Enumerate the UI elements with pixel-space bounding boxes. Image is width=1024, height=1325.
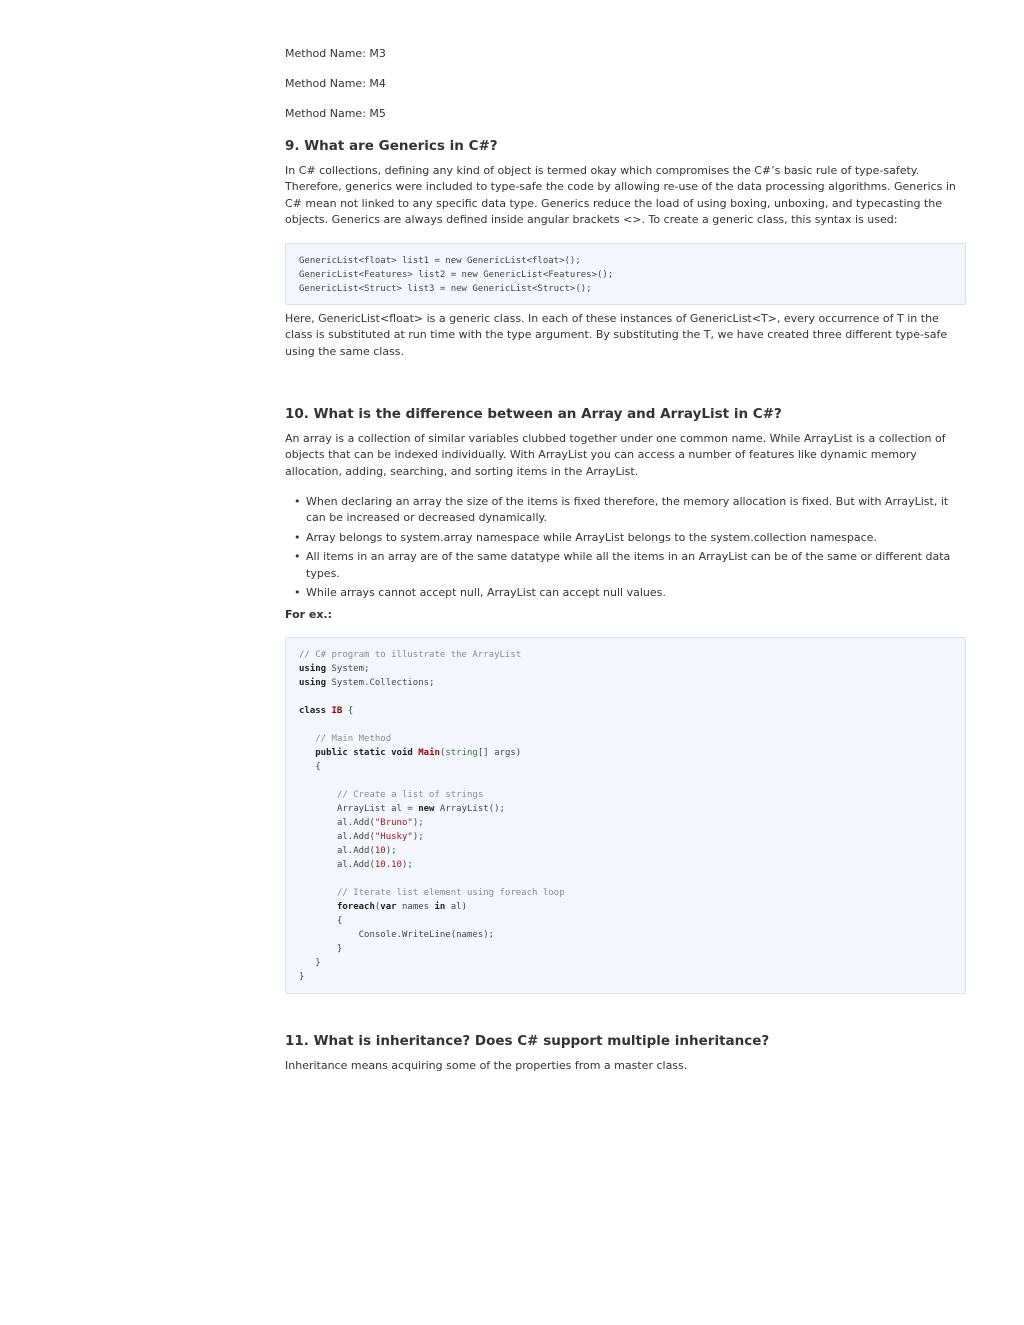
generics-code [299,254,952,296]
section-11-heading: 11. What is inheritance? Does C# support multiple inheritance? [285,1033,770,1049]
section-9-heading: 9. What are Generics in C#? [285,138,498,154]
list-item: • Array belongs to system.array namespace while ArrayList belongs to the system.collection namespace. [285,530,968,546]
method-name-m5: Method Name: M5 [285,107,386,120]
section-10-heading: 10. What is the difference between an Array and ArrayList in C#? [285,406,782,422]
arraylist-code: // C# program to illustrate the ArrayList using System; using System.Collections; class IB { // Main Method public static void Main(string[] args) { // Create a list of strings ArrayList al = new ArrayList(); al.Add("Bruno"); al.Add("Husky"); al.Add(10); al.Add(10.10); // Iterate list element using foreach loop foreach(var names in al) { Console.WriteLine(names); } } } [299,650,565,982]
code-line: GenericList<float> list1 = new GenericList<float>(); [299,256,581,266]
section-9-intro: In C# collections, defining any kind of object is termed okay which compromises the C#’s basic rule of type-safety. Therefore, generics were included to type-safe the code by allowing re-use of the data processing algorithms. Generics in C# mean not linked to any specific data type. Generics reduce the load of using boxing, unboxing, and typecasting the objects. Generics are always defined inside angular brackets <>. To create a generic class, this syntax is used: [285,164,956,227]
method-name-m3: Method Name: M3 [285,47,386,60]
list-item: • While arrays cannot accept null, ArrayList can accept null values. [285,585,968,601]
code-line: GenericList<Features> list2 = new GenericList<Features>(); [299,270,614,280]
code-comment: // Main Method [315,734,392,744]
section-10-intro: An array is a collection of similar variables clubbed together under one common name. While ArrayList is a collection of objects that can be indexed individually. With ArrayList you can access a number of features like dynamic memory allocation, adding, searching, and sorting items in the ArrayList. [285,432,946,478]
code-comment: // Create a list of strings [336,790,484,800]
code-comment: // C# program to illustrate the ArrayList [299,650,522,660]
section-11-intro: Inheritance means acquiring some of the properties from a master class. [285,1059,688,1072]
list-item: • When declaring an array the size of the items is fixed therefore, the memory allocation is fixed. But with ArrayList, it can be increased or decreased dynamically. [285,494,968,527]
section-9-outro: Here, GenericList<float> is a generic class. In each of these instances of GenericList<T>, every occurrence of T in the class is substituted at run time with the type argument. By substituting the T, we have created three different type-safe using the same class. [285,312,948,358]
class-name: IB [331,706,343,716]
code-line: GenericList<Struct> list3 = new GenericList<Struct>(); [299,284,592,294]
differences-list [285,494,968,604]
list-item: • All items in an array are of the same datatype while all the items in an ArrayList can be of the same or different data types. [285,549,968,582]
example-label: For ex.: [285,608,333,621]
method-name-m4: Method Name: M4 [285,77,386,90]
code-comment: // Iterate list element using foreach loop [336,888,565,898]
generics-code-block [285,243,966,305]
method-name: Main [418,748,440,758]
arraylist-code-block [285,637,966,994]
